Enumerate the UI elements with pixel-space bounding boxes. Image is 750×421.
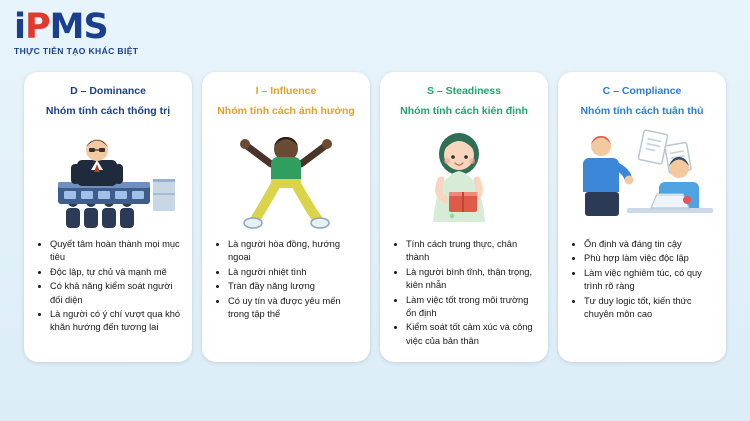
card-bullets bbox=[390, 238, 538, 349]
logo-letters-ms: MS bbox=[49, 7, 108, 47]
list-item: • Tràn đầy năng lượng bbox=[228, 280, 360, 293]
card-subtitle: Nhóm tính cách kiên định bbox=[400, 105, 528, 117]
card-dominance bbox=[24, 72, 192, 362]
card-title: D – Dominance bbox=[70, 85, 146, 97]
card-bullets bbox=[568, 238, 716, 322]
card-subtitle: Nhóm tính cách ảnh hưởng bbox=[217, 105, 355, 117]
list-item: • Độc lập, tự chủ và mạnh mẽ bbox=[50, 266, 182, 279]
card-title: C – Compliance bbox=[602, 85, 682, 97]
list-item: • Quyết tâm hoàn thành mọi mục tiêu bbox=[50, 238, 182, 265]
list-item: • Có khả năng kiểm soát người đối diện bbox=[50, 280, 182, 307]
logo-letter-i: i bbox=[14, 7, 25, 47]
list-item: • Ổn định và đáng tin cậy bbox=[584, 238, 716, 251]
logo bbox=[14, 7, 184, 60]
list-item: • Tư duy logic tốt, kiến thức chuyên môn cao bbox=[584, 295, 716, 322]
businessman-with-team-icon bbox=[33, 124, 183, 234]
jumping-person-icon bbox=[211, 124, 361, 234]
list-item: • Là người có ý chí vượt qua khó khăn hướng đến tương lai bbox=[50, 308, 182, 335]
disc-cards-row bbox=[0, 72, 750, 362]
list-item: • Là người hòa đồng, hướng ngoại bbox=[228, 238, 360, 265]
card-title: S – Steadiness bbox=[426, 85, 502, 97]
card-bullets bbox=[34, 238, 182, 336]
list-item: • Phù hợp làm việc độc lập bbox=[584, 252, 716, 265]
list-item: • Là người bình tĩnh, thận trọng, kiên nhẫn bbox=[406, 266, 538, 293]
card-title: I – Influence bbox=[255, 85, 317, 97]
card-influence bbox=[202, 72, 370, 362]
woman-with-book-icon bbox=[389, 124, 539, 234]
logo-letter-p: P bbox=[25, 7, 50, 47]
card-subtitle: Nhóm tính cách tuân thủ bbox=[580, 105, 704, 117]
logo-wordmark bbox=[14, 7, 184, 47]
list-item: • Có uy tín và được yêu mến trong tập thể bbox=[228, 295, 360, 322]
list-item: • Kiểm soát tốt cảm xúc và công việc của bản thân bbox=[406, 321, 538, 348]
card-compliance bbox=[558, 72, 726, 362]
list-item: • Tính cách trung thực, chân thành bbox=[406, 238, 538, 265]
card-bullets bbox=[212, 238, 360, 322]
card-subtitle: Nhóm tính cách thống trị bbox=[45, 105, 171, 117]
list-item: • Làm việc tốt trong môi trường ổn định bbox=[406, 294, 538, 321]
logo-tagline: THỰC TIỄN TẠO KHÁC BIỆT bbox=[14, 46, 139, 56]
list-item: • Làm việc nghiêm túc, có quy trình rõ ràng bbox=[584, 267, 716, 294]
two-people-documents-icon bbox=[567, 124, 717, 234]
list-item: • Là người nhiệt tình bbox=[228, 266, 360, 279]
card-steadiness bbox=[380, 72, 548, 362]
